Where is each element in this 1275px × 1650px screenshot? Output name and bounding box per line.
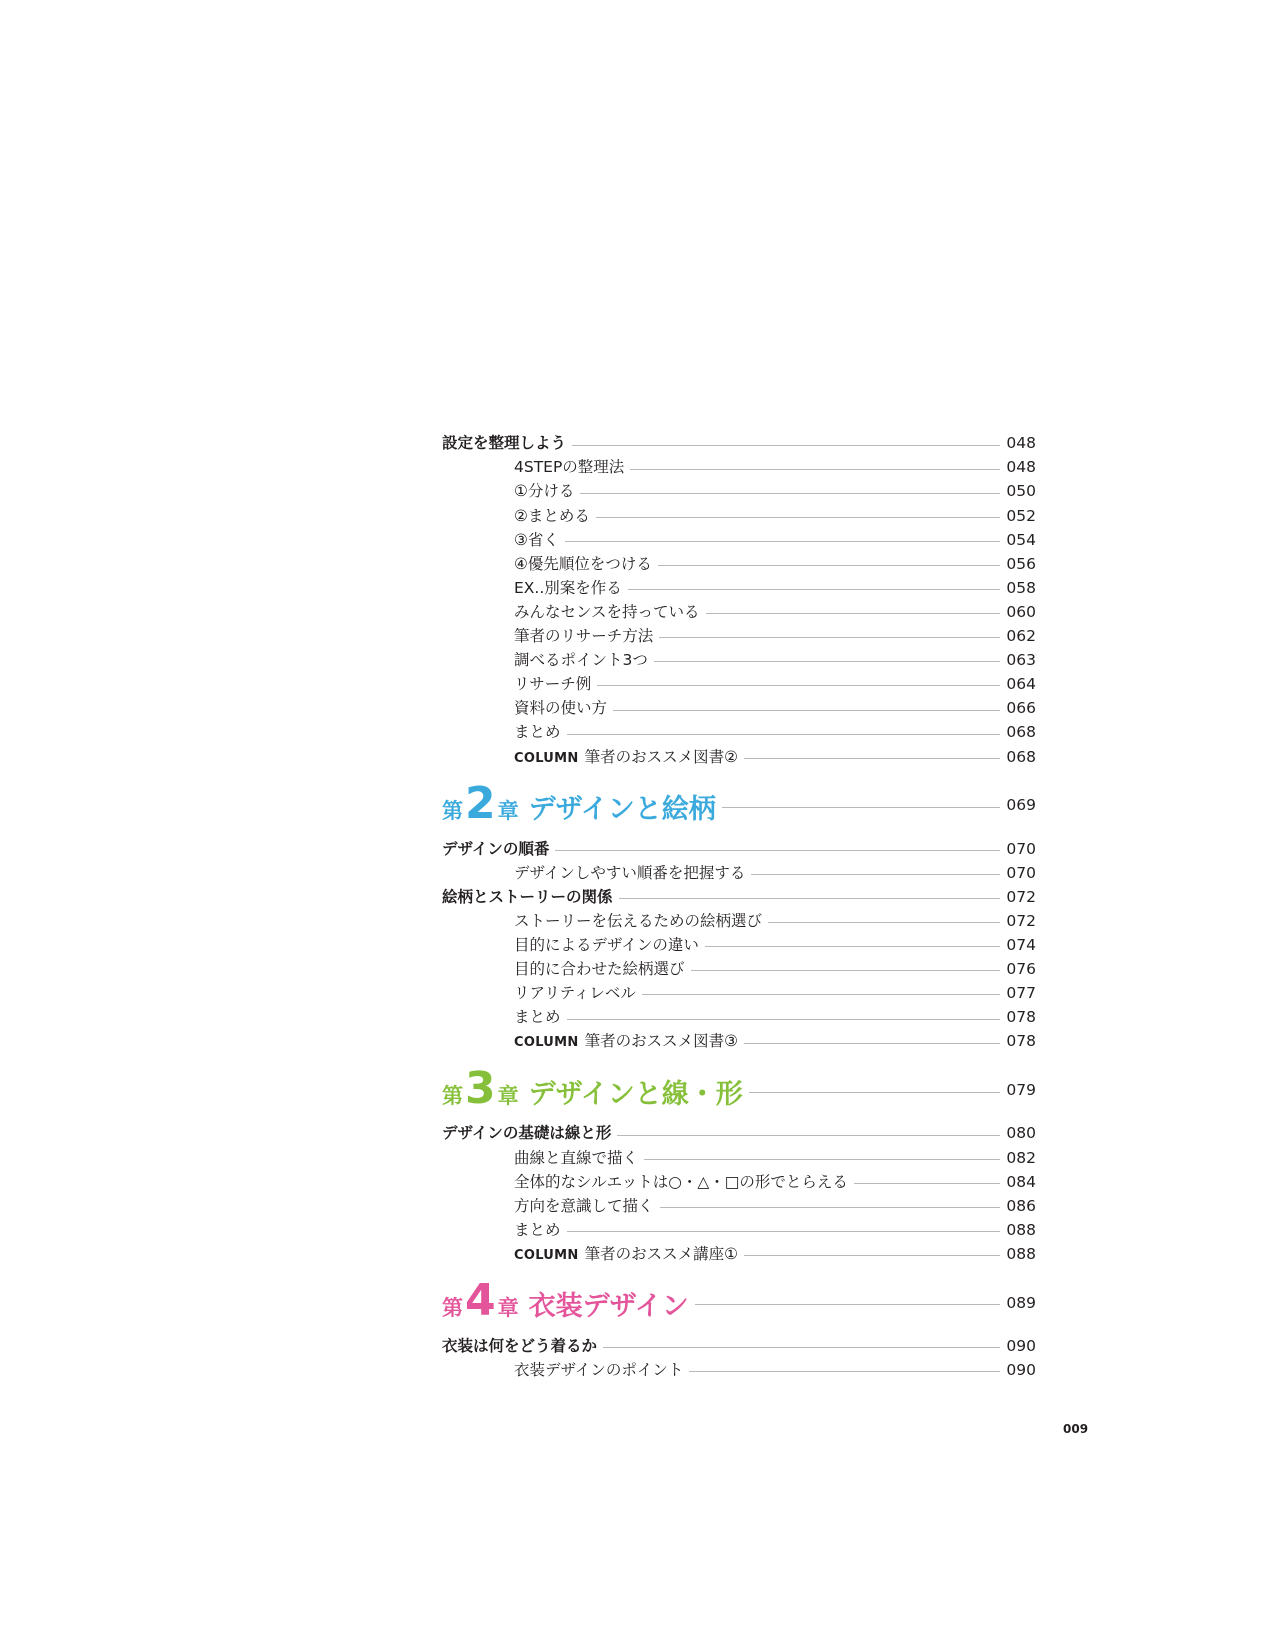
page-ref: 054 — [1006, 530, 1036, 549]
page-ref: 060 — [1006, 602, 1036, 621]
toc-label-text: 衣装デザインのポイント — [514, 1361, 684, 1380]
toc-label-text: 4STEPの整理法 — [514, 458, 625, 477]
leader-line — [705, 946, 1000, 947]
toc-label — [442, 554, 652, 573]
page-ref: 080 — [1006, 1124, 1036, 1143]
toc-label-text: 曲線と直線で描く — [514, 1148, 639, 1167]
leader-line — [603, 1347, 1000, 1348]
toc-item[interactable] — [442, 649, 1036, 673]
toc-label — [442, 460, 624, 476]
toc-label-text: 衣装は何をどう着るか — [442, 1337, 598, 1356]
toc-label-text: 筆者のおススメ講座① — [584, 1244, 738, 1263]
toc-item[interactable] — [442, 577, 1036, 601]
page-ref: 088 — [1006, 1244, 1036, 1263]
page-ref: 070 — [1006, 839, 1036, 858]
page-ref: 069 — [1006, 796, 1036, 815]
chapter-heading[interactable] — [442, 1275, 1036, 1327]
page-ref: 048 — [1006, 434, 1036, 453]
toc-section[interactable] — [442, 1335, 1036, 1359]
toc-item[interactable] — [442, 910, 1036, 934]
leader-line — [642, 994, 1000, 995]
toc-label — [442, 935, 699, 954]
leader-line — [854, 1183, 1000, 1184]
leader-line — [596, 517, 1000, 518]
toc-item[interactable] — [442, 697, 1036, 721]
leader-line — [567, 1019, 1000, 1020]
toc-label-text: 筆者のおススメ図書② — [584, 747, 738, 766]
chapter-suffix: 章 — [497, 1296, 519, 1321]
toc-label-text: まとめ — [514, 1220, 561, 1239]
toc-item[interactable] — [442, 528, 1036, 552]
leader-line — [659, 637, 1000, 638]
page-number: 009 — [1063, 1422, 1089, 1436]
toc-label — [442, 653, 648, 669]
toc-label — [442, 1339, 597, 1355]
leader-line — [597, 685, 1000, 686]
column-tag: COLUMN — [514, 1035, 579, 1051]
chapter-prefix: 第 — [442, 1296, 463, 1321]
toc-item[interactable] — [442, 1170, 1036, 1194]
toc-label-text: 目的に合わせた絵柄選び — [514, 960, 685, 979]
page-ref: 077 — [1006, 984, 1036, 1003]
toc-label — [442, 1244, 738, 1263]
toc-label-text: ストーリーを伝えるための絵柄選び — [514, 911, 763, 930]
page-ref: 068 — [1006, 747, 1036, 766]
page-ref: 048 — [1006, 458, 1036, 477]
toc-item[interactable] — [442, 861, 1036, 885]
page-ref: 050 — [1006, 482, 1036, 501]
chapter-title: デザインと線・形 — [528, 1078, 743, 1110]
toc-item[interactable] — [442, 673, 1036, 697]
leader-line — [654, 661, 1000, 662]
toc-label — [442, 725, 561, 741]
page-ref: 078 — [1006, 1008, 1036, 1027]
toc-section[interactable] — [442, 837, 1036, 861]
toc-label — [442, 839, 550, 858]
page-ref: 082 — [1006, 1148, 1036, 1167]
toc-item[interactable] — [442, 601, 1036, 625]
page-ref: 088 — [1006, 1220, 1036, 1239]
toc-section[interactable] — [442, 432, 1036, 456]
page-ref: 064 — [1006, 675, 1036, 694]
toc-label-text: リアリティレベル — [514, 984, 636, 1003]
toc-item[interactable] — [442, 552, 1036, 576]
page-ref: 074 — [1006, 935, 1036, 954]
toc-item[interactable] — [442, 480, 1036, 504]
leader-line — [565, 541, 1000, 542]
chapter-prefix: 第 — [442, 798, 463, 823]
toc-item[interactable] — [442, 1006, 1036, 1030]
toc-label — [442, 484, 574, 500]
page-ref: 058 — [1006, 578, 1036, 597]
leader-line — [628, 589, 1000, 590]
chapter-heading[interactable] — [442, 1062, 1036, 1114]
page-ref: 072 — [1006, 911, 1036, 930]
page-ref: 076 — [1006, 960, 1036, 979]
page-ref: 078 — [1006, 1032, 1036, 1051]
page-ref: 072 — [1006, 887, 1036, 906]
leader-line — [691, 970, 1000, 971]
toc-label — [442, 436, 566, 452]
toc-label — [442, 677, 591, 693]
page-ref: 062 — [1006, 627, 1036, 646]
leader-line — [613, 710, 1000, 711]
chapter-label — [442, 1275, 689, 1327]
toc-label — [442, 1126, 611, 1142]
leader-line — [619, 898, 1000, 899]
leader-line — [751, 874, 1000, 875]
toc-item[interactable] — [442, 934, 1036, 958]
page-ref: 090 — [1006, 1361, 1036, 1380]
toc-label-text: 筆者のおススメ図書③ — [584, 1032, 738, 1051]
leader-line — [644, 1159, 1000, 1160]
toc-label-text: 方向を意識して描く — [514, 1196, 654, 1215]
toc-label-text: 目的によるデザインの違い — [514, 935, 699, 954]
toc-item[interactable] — [442, 504, 1036, 528]
leader-line — [744, 758, 1000, 759]
toc-label-text: デザインしやすい順番を把握する — [514, 863, 746, 882]
chapter-number: 2 — [465, 777, 496, 829]
toc-label-text: デザインの順番 — [442, 839, 550, 858]
leader-line — [567, 734, 1000, 735]
chapter-title: デザインと絵柄 — [528, 793, 716, 825]
leader-line — [580, 493, 1000, 494]
toc-label — [442, 1172, 848, 1191]
toc-label — [442, 1363, 683, 1379]
page-ref: 079 — [1006, 1081, 1036, 1100]
chapter-prefix: 第 — [442, 1083, 463, 1108]
toc-label — [442, 1010, 561, 1026]
leader-line — [567, 1231, 1000, 1232]
page-ref: 089 — [1006, 1293, 1036, 1312]
leader-line — [660, 1207, 1000, 1208]
toc-label-text: デザインの基礎は線と形 — [442, 1124, 612, 1143]
toc-item[interactable] — [442, 1359, 1036, 1383]
toc-label-text: ③省く — [514, 530, 559, 549]
toc-label-text: まとめ — [514, 1008, 561, 1027]
toc-item[interactable] — [442, 721, 1036, 745]
leader-line — [744, 1255, 1000, 1256]
toc-label-text: 設定を整理しよう — [442, 434, 567, 453]
toc-column[interactable] — [442, 745, 1036, 769]
toc-label-text: EX..別案を作る — [514, 578, 622, 597]
page-ref: 066 — [1006, 699, 1036, 718]
toc-item[interactable] — [442, 1194, 1036, 1218]
toc-label — [442, 863, 746, 882]
page-ref: 084 — [1006, 1172, 1036, 1191]
page-ref: 070 — [1006, 863, 1036, 882]
toc-label — [442, 1220, 561, 1239]
column-tag: COLUMN — [514, 1247, 579, 1263]
chapter-title: 衣装デザイン — [528, 1291, 689, 1323]
toc-item[interactable] — [442, 982, 1036, 1006]
toc-label — [442, 530, 559, 549]
chapter-suffix: 章 — [497, 798, 519, 823]
leader-line — [572, 445, 1000, 446]
toc-label — [442, 986, 636, 1002]
toc-label — [442, 629, 653, 645]
column-tag: COLUMN — [514, 750, 579, 766]
leader-line — [695, 1304, 1000, 1305]
leader-line — [768, 922, 1000, 923]
toc-label-text: ①分ける — [514, 482, 575, 501]
toc-label — [442, 887, 613, 906]
toc-label-text: 調べるポイント3つ — [514, 651, 648, 670]
toc-item[interactable] — [442, 958, 1036, 982]
toc-label — [442, 578, 622, 597]
leader-line — [630, 469, 1000, 470]
page-ref: 068 — [1006, 723, 1036, 742]
chapter-number: 3 — [465, 1062, 496, 1114]
toc-label-text: リサーチ例 — [514, 675, 592, 694]
chapter-number: 4 — [465, 1275, 496, 1327]
toc-label — [442, 1148, 639, 1167]
toc-label-text: ④優先順位をつける — [514, 554, 652, 573]
toc-label-text: ②まとめる — [514, 506, 590, 525]
toc-label-text: 資料の使い方 — [514, 699, 608, 718]
toc-item[interactable] — [442, 1146, 1036, 1170]
toc-label — [442, 962, 685, 978]
page-ref: 063 — [1006, 651, 1036, 670]
toc-label — [442, 602, 700, 621]
toc-label-text: まとめ — [514, 723, 561, 742]
toc-label — [442, 1034, 738, 1050]
toc-section[interactable] — [442, 1122, 1036, 1146]
page-ref: 052 — [1006, 506, 1036, 525]
leader-line — [555, 850, 1000, 851]
toc-label-text: 絵柄とストーリーの関係 — [442, 887, 613, 906]
chapter-label — [442, 777, 716, 829]
toc-label — [442, 701, 607, 717]
toc-section[interactable] — [442, 886, 1036, 910]
toc-label — [442, 1196, 654, 1215]
toc-label — [442, 747, 738, 766]
leader-line — [749, 1092, 1000, 1093]
page-ref: 090 — [1006, 1337, 1036, 1356]
toc-label-text: 筆者のリサーチ方法 — [514, 627, 654, 646]
leader-line — [744, 1043, 1000, 1044]
toc-label — [442, 506, 590, 525]
toc-item[interactable] — [442, 625, 1036, 649]
leader-line — [706, 613, 1000, 614]
chapter-suffix: 章 — [497, 1083, 519, 1108]
chapter-label — [442, 1062, 743, 1114]
table-of-contents — [442, 432, 1036, 1383]
page-ref: 056 — [1006, 554, 1036, 573]
leader-line — [722, 807, 1000, 808]
toc-column[interactable] — [442, 1030, 1036, 1054]
toc-column[interactable] — [442, 1243, 1036, 1267]
toc-item[interactable] — [442, 456, 1036, 480]
leader-line — [658, 565, 1000, 566]
page-ref: 086 — [1006, 1196, 1036, 1215]
toc-item[interactable] — [442, 1219, 1036, 1243]
leader-line — [617, 1135, 1000, 1136]
toc-label-text: みんなセンスを持っている — [514, 602, 700, 621]
chapter-heading[interactable] — [442, 777, 1036, 829]
toc-label — [442, 911, 763, 930]
leader-line — [689, 1371, 1000, 1372]
toc-label-text: 全体的なシルエットは○・△・□の形でとらえる — [514, 1172, 848, 1191]
